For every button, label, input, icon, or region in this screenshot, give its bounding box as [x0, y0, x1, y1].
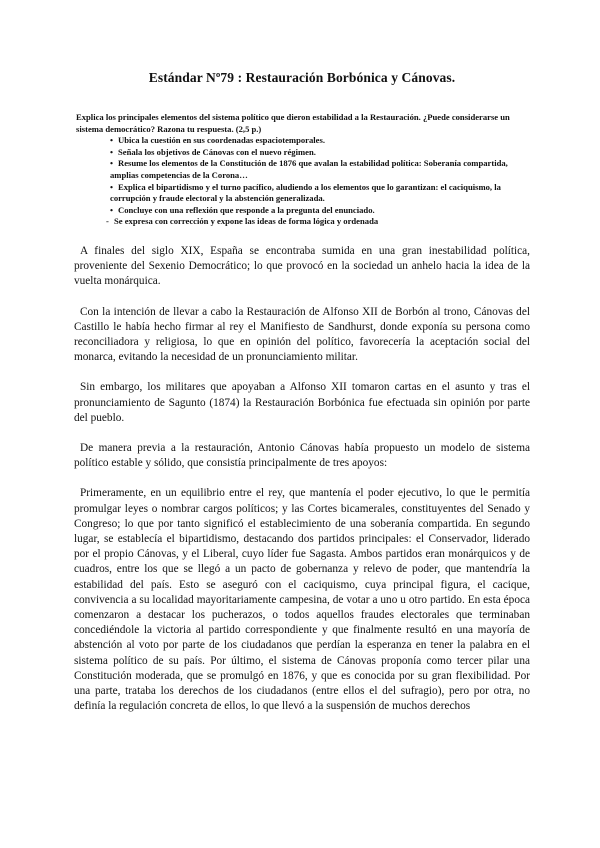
essay-paragraph: De manera previa a la restauración, Antonio Cánovas había propuesto un modelo de sistema político estable y sólido, que consistía principalmente de tres apoyos:: [74, 441, 530, 470]
criteria-text: Se expresa con corrección y expone las ideas de forma lógica y ordenada: [114, 216, 379, 227]
dash-marker: -: [106, 216, 109, 227]
criteria-text: Ubica la cuestión en sus coordenadas espaciotemporales.: [118, 135, 325, 146]
criteria-item: [76, 182, 530, 205]
essay-paragraph: Con la intención de llevar a cabo la Restauración de Alfonso XII de Borbón al trono, Cánovas del Castillo le había hecho firmar al rey el Manifiesto de Sandhurst, donde exponía su persona como reconciliadora y religiosa, lo que en opinión del político, favorecería la aceptación social del monarca, evitando la necesidad de un pronunciamiento militar.: [74, 305, 530, 364]
exam-prompt: [74, 112, 530, 228]
document-title: Estándar Nº79 : Restauración Borbónica y Cánovas.: [148, 70, 456, 85]
criteria-item: [76, 158, 530, 181]
criteria-list: [76, 135, 530, 228]
criteria-item: [76, 205, 530, 217]
prompt-question: Explica los principales elementos del sistema político que dieron estabilidad a la Restauración. ¿Puede considerarse un sistema democrático? Razona tu respuesta. (2,5 p.): [76, 112, 510, 134]
essay-body: [74, 244, 530, 714]
criteria-text: Concluye con una reflexión que responde a la pregunta del enunciado.: [118, 204, 375, 215]
essay-paragraph: A finales del siglo XIX, España se encontraba sumida en una gran inestabilidad política, proveniente del Sexenio Democrático; lo que provocó en la sociedad un anhelo hacia la idea de la vuelta monárquica.: [74, 244, 530, 288]
criteria-text: Resume los elementos de la Constitución de 1876 que avalan la estabilidad política: Soberanía compartida, amplias competencias de la Corona…: [110, 158, 508, 180]
criteria-text: Explica el bipartidismo y el turno pacífico, aludiendo a los elementos que lo garantizan: el caciquismo, la corrupción y fraude electoral y la abstención generalizada.: [110, 181, 501, 204]
bullet-marker: •: [110, 158, 114, 169]
criteria-item: [76, 216, 530, 228]
criteria-text: Señala los objetivos de Cánovas con el nuevo régimen.: [118, 146, 316, 157]
essay-paragraph: Sin embargo, los militares que apoyaban a Alfonso XII tomaron cartas en el asunto y tras el pronunciamiento de Sagunto (1874) la Restauración Borbónica fue efectuada sin opinión por parte del pueblo.: [74, 381, 530, 424]
essay-paragraph: Primeramente, en un equilibrio entre el rey, que mantenía el poder ejecutivo, lo que le permitía promulgar leyes o nombrar cargos políticos; y las Cortes bicamerales, constituyentes del Senado y Congreso; lo que por tanto significó el establecimiento de una soberanía compartida. En segundo lugar, se establecía el bipartidismo, destacando dos partidos principales: el Conservador, liderado por el propio Cánovas, y el Liberal, cuyo líder fue Sagasta. Ambos partidos eran monárquicos y de cuadros, entre los que se llegó a un pacto de gobernanza y relevo de poder, que mantendría la estabilidad del país. Esto se aseguró con el caciquismo, cuya principal figura, el cacique, convivencia a su localidad mayoritariamente campesina, de votar a uno u otro partido. En esta época comenzaron a destacar los pucherazos, o todos aquellos fraudes electorales que terminaban concediéndole la victoria al partido correspondiente y que finalmente resultó en una mayoría de abstención al voto por parte de los ciudadanos que perdían la esperanza en tener la palabra en el sistema político de su país. Por último, el sistema de Cánovas proponía como tercer pilar una Constitución moderada, que se promulgó en 1876, y que es conocida por su gran flexibilidad. Por una parte, trataba los derechos de los ciudadanos (entre ellos el del sufragio), pero por otra, no definía la regulación concreta de ellos, lo que llevó a la suspensión de muchos derechos: [74, 487, 530, 713]
bullet-marker: •: [110, 181, 114, 192]
bullet-marker: •: [110, 135, 114, 146]
bullet-marker: •: [110, 146, 114, 157]
criteria-item: [76, 135, 530, 147]
bullet-marker: •: [110, 204, 114, 215]
criteria-item: [76, 147, 530, 159]
